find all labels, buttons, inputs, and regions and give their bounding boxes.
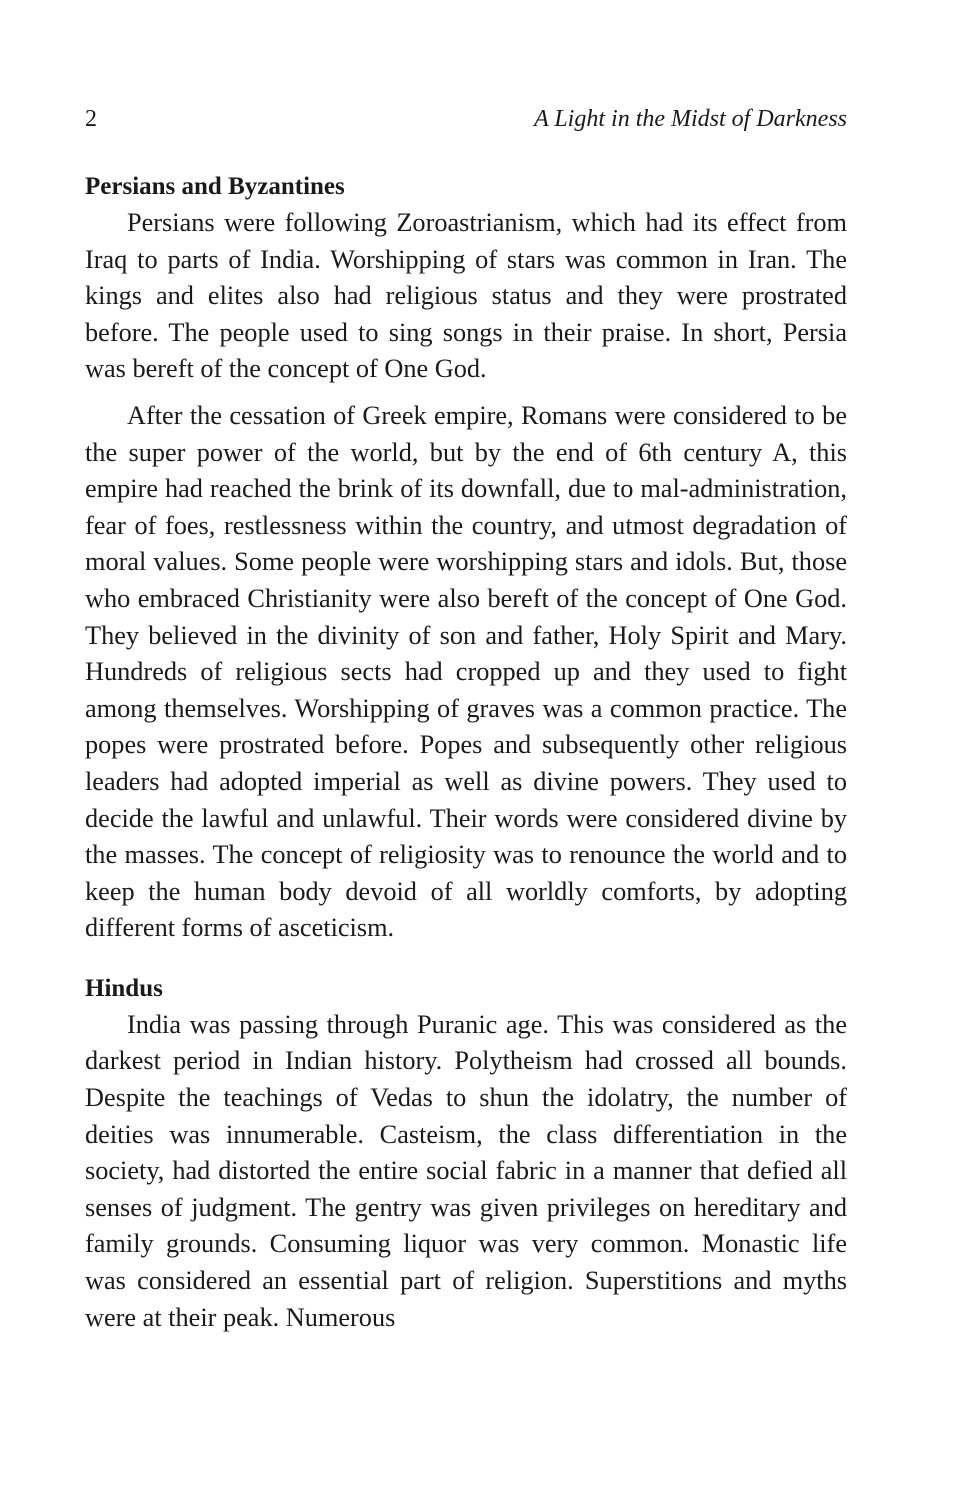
book-page: [85, 0, 847, 1500]
paragraph-romans: After the cessation of Greek empire, Romans were considered to be the super power of the world, but by the end of 6th century A, this empire had reached the brink of its downfall, due to mal-administration, fear of foes, restlessness within the country, and utmost degradation of moral values. Some people were worshipping stars and idols. But, those who embraced Christianity were also bereft of the concept of One God. They believed in the divinity of son and father, Holy Spirit and Mary. Hundreds of religious sects had cropped up and they used to fight among themselves. Worshipping of graves was a common practice. The popes were prostrated before. Popes and subsequently other religious leaders had adopted imperial as well as divine powers. They used to decide the lawful and unlawful. Their words were considered divine by the masses. The concept of religiosity was to renounce the world and to keep the human body devoid of all worldly comforts, by adopting different forms of asceticism.: [85, 400, 847, 943]
section-heading-hindus: Hindus: [85, 974, 163, 1002]
section-heading-persians-byzantines: Persians and Byzantines: [85, 173, 345, 200]
book-title: A Light in the Midst of Darkness: [534, 106, 847, 132]
paragraph-persians: Persians were following Zoroastrianism, which had its effect from Iraq to parts of India. Worshipping of stars was common in Iran. The kings and elites also had religious status and they were prostrated before. The people used to sing songs in their praise. In short, Persia was bereft of the concept of One God.: [85, 208, 847, 384]
page-content: [85, 168, 847, 1336]
paragraph-india: India was passing through Puranic age. This was considered as the darkest period in Indian history. Polytheism had crossed all bounds. Despite the teachings of Vedas to shun the idolatry, the number of deities was innumerable. Casteism, the class differentiation in the society, had distorted the entire social fabric in a manner that defied all senses of judgment. The gentry was given privileges on hereditary and family grounds. Consuming liquor was very common. Monastic life was considered an essential part of religion. Superstitions and myths were at their peak. Numerous: [85, 1009, 847, 1332]
running-header: [85, 103, 847, 135]
page-number: 2: [85, 106, 97, 132]
